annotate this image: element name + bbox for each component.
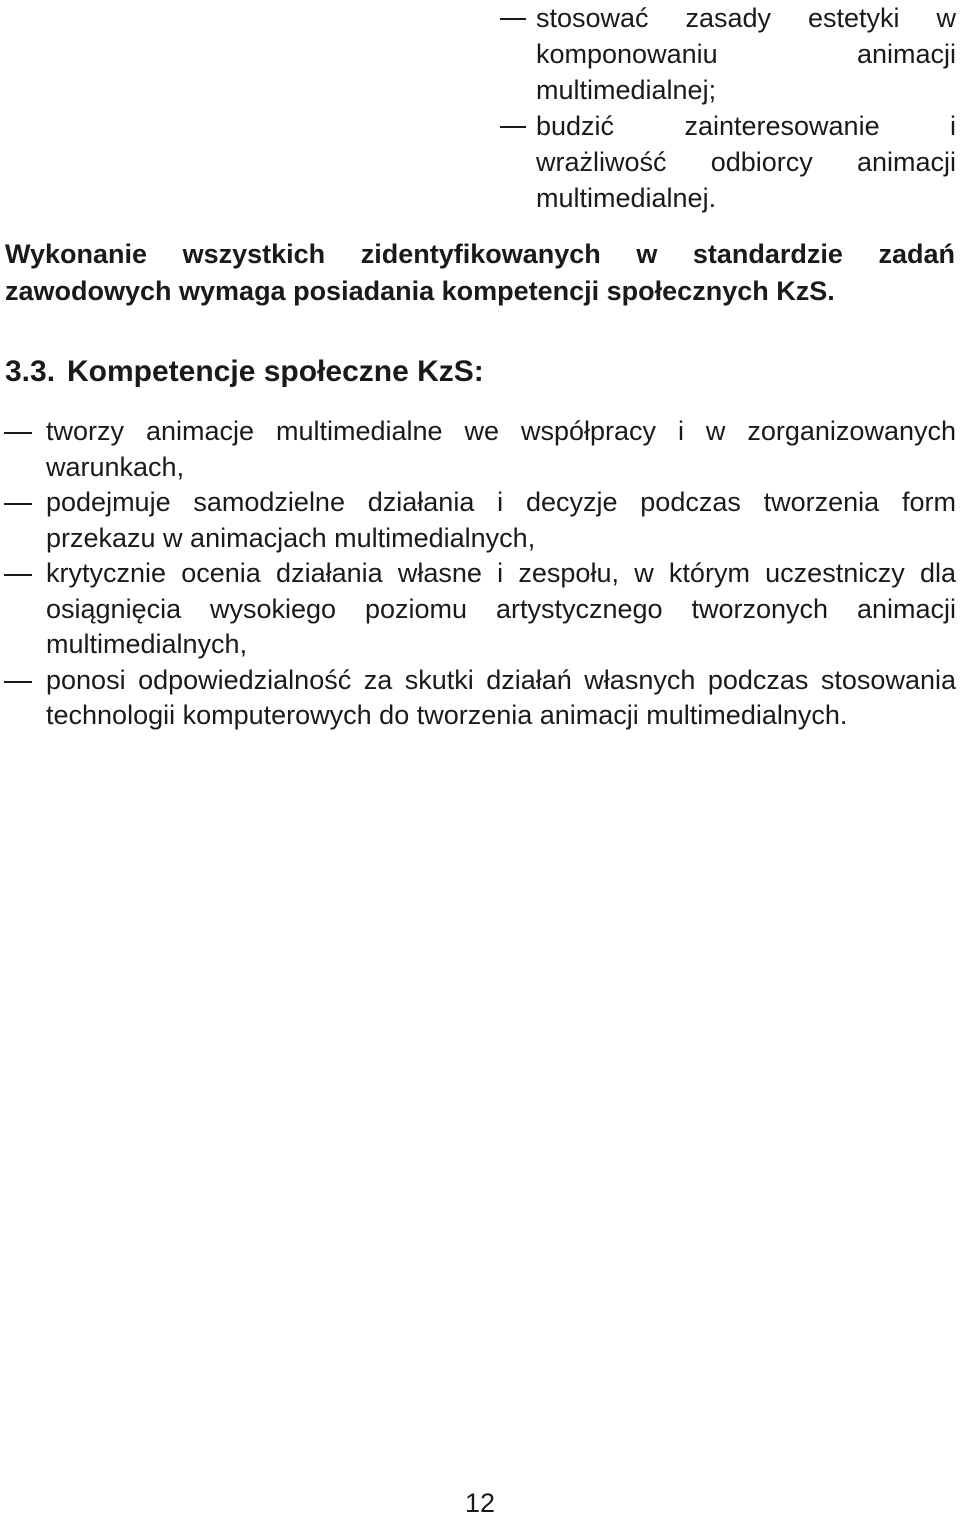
dash-bullet-icon <box>4 574 32 576</box>
list-item <box>498 0 956 108</box>
list-item <box>4 663 956 734</box>
dash-bullet-icon <box>500 18 526 20</box>
page-number: 12 <box>464 1488 496 1518</box>
section-number: 3.3. <box>5 355 56 388</box>
list-item <box>4 414 956 485</box>
section-heading <box>5 352 484 392</box>
competences-list <box>4 414 956 734</box>
list-item <box>4 485 956 556</box>
dash-bullet-icon <box>500 126 526 128</box>
list-item <box>4 556 956 663</box>
list-item-text: stosować zasady estetyki w komponowaniu animacji multimedialnej; <box>536 3 956 105</box>
section-title: Kompetencje społeczne KzS: <box>67 355 484 388</box>
list-item-text: tworzy animacje multimedialne we współpracy i w zorganizowanych warunkach, <box>46 416 956 482</box>
list-item-text: krytycznie ocenia działania własne i zespołu, w którym uczestniczy dla osiągnięcia wysokiego poziomu artystycznego tworzonych animacji multimedialnych, <box>46 558 956 659</box>
list-item-text: budzić zainteresowanie i wrażliwość odbiorcy animacji multimedialnej. <box>536 111 956 213</box>
dash-bullet-icon <box>4 503 32 505</box>
dash-bullet-icon <box>4 681 32 683</box>
dash-bullet-icon <box>4 432 32 434</box>
intro-paragraph: Wykonanie wszystkich zidentyfikowanych w standardzie zadań zawodowych wymaga posiadania kompetencji społecznych KzS. <box>5 239 955 306</box>
list-item <box>498 108 956 216</box>
top-bullet-list <box>498 0 956 216</box>
list-item-text: ponosi odpowiedzialność za skutki działań własnych podczas stosowania technologii komputerowych do tworzenia animacji multimedialnych. <box>46 664 956 730</box>
list-item-text: podejmuje samodzielne działania i decyzje podczas tworzenia form przekazu w animacjach multimedialnych, <box>46 487 956 553</box>
